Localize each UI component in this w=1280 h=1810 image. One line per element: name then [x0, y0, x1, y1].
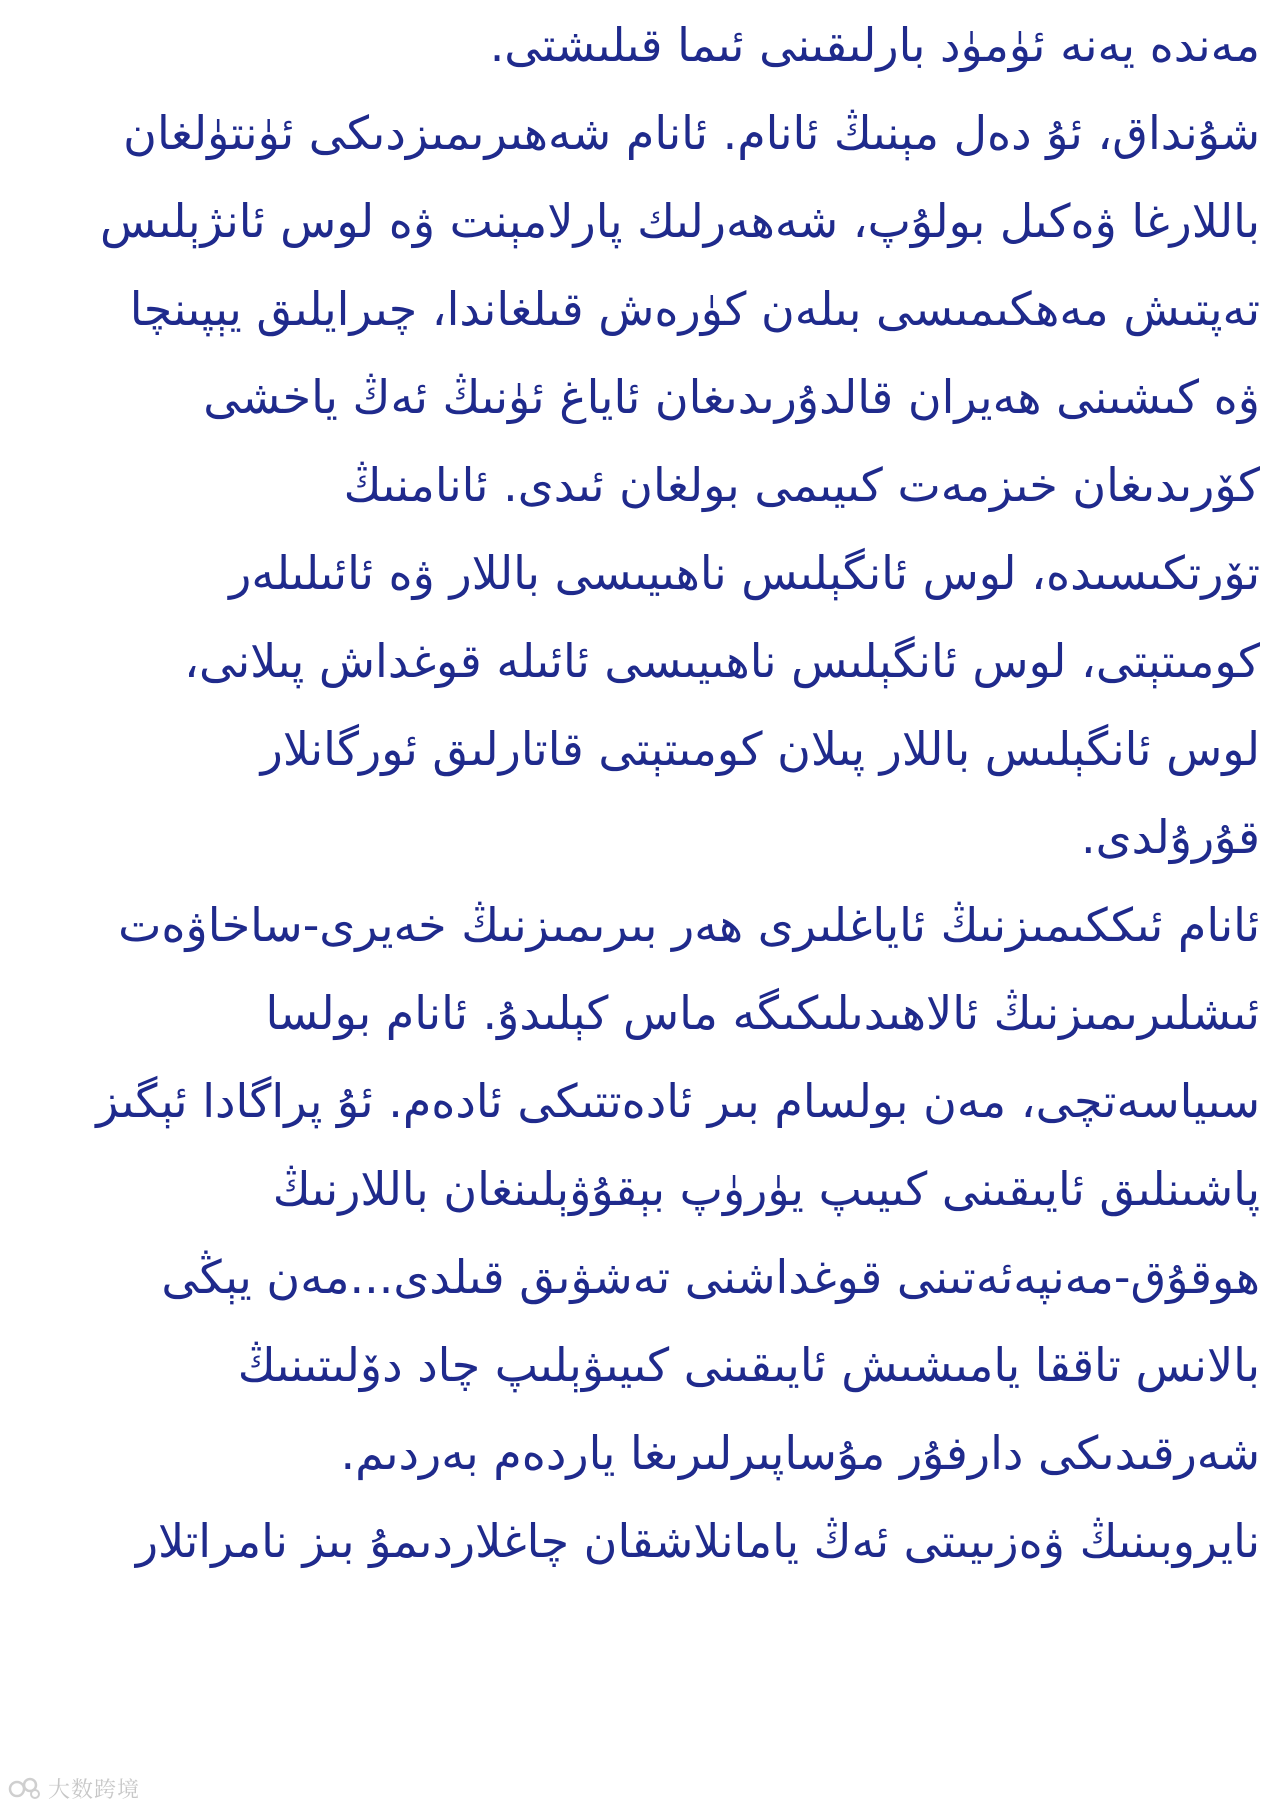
- watermark: [8, 1772, 140, 1804]
- text-line: باللارغا ۋەكىل بولۇپ، شەھەرلىك پارلامېنت ۋە لوس ئانژېلىس: [100, 194, 1260, 248]
- text-line: تۆرتكىسىدە، لوس ئانگېلىس ناھىيىسى باللار ۋە ئائىلىلەر: [229, 546, 1260, 600]
- watermark-logo-icon: [8, 1775, 42, 1801]
- text-line: ۋە كىشىنى ھەيران قالدۇرىدىغان ئاياغ ئۈنىڭ ئەڭ ياخشى: [203, 370, 1260, 424]
- text-line: قۇرۇلدى.: [1081, 810, 1260, 864]
- text-line: لوس ئانگېلىس باللار پىلان كومىتېتى قاتارلىق ئورگانلار: [260, 722, 1260, 776]
- text-line: كومىتېتى، لوس ئانگېلىس ناھىيىسى ئائىلە قوغداش پىلانى،: [184, 634, 1260, 688]
- text-line: ئانام ئىككىمىزنىڭ ئاياغلىرى ھەر بىرىمىزنىڭ خەيرى-ساخاۋەت: [118, 898, 1260, 952]
- text-line: شەرقىدىكى دارفۇر مۇساپىرلىرىغا ياردەم بەردىم.: [340, 1426, 1260, 1480]
- text-line: بالانس تاققا يامىشىش ئايىقىنى كىيىۋېلىپ چاد دۆلىتىنىڭ: [237, 1338, 1260, 1392]
- text-line: شۇنداق، ئۇ دەل مېنىڭ ئانام. ئانام شەھىرىمىزدىكى ئۈنتۈلغان: [123, 106, 1260, 160]
- text-line: ئىشلىرىمىزنىڭ ئالاھىدىلىكىگە ماس كېلىدۇ. ئانام بولسا: [265, 986, 1260, 1040]
- text-line: تەپتىش مەھكىمىسى بىلەن كۈرەش قىلغاندا، چىرايلىق يېپىنچا: [129, 282, 1260, 336]
- text-line: ھوقۇق-مەنپەئەتىنى قوغداشنى تەشۋىق قىلدى...مەن يېڭى: [161, 1250, 1260, 1304]
- text-line: مەندە يەنە ئۈمۈد بارلىقىنى ئىما قىلىشتى.: [489, 18, 1260, 72]
- text-line: پاشىنلىق ئايىقىنى كىيىپ يۈرۈپ بېقۇۋېلىنغان باللارنىڭ: [272, 1162, 1260, 1216]
- text-line: نايروبىنىڭ ۋەزىيىتى ئەڭ يامانلاشقان چاغلاردىمۇ بىز نامراتلار: [135, 1514, 1260, 1568]
- text-line: كۆرىدىغان خىزمەت كىيىمى بولغان ئىدى. ئانامنىڭ: [343, 458, 1260, 512]
- text-line: سىياسەتچى، مەن بولسام بىر ئادەتتىكى ئادەم. ئۇ پراگادا ئېگىز: [96, 1074, 1260, 1128]
- watermark-text: 大数跨境: [48, 1777, 141, 1803]
